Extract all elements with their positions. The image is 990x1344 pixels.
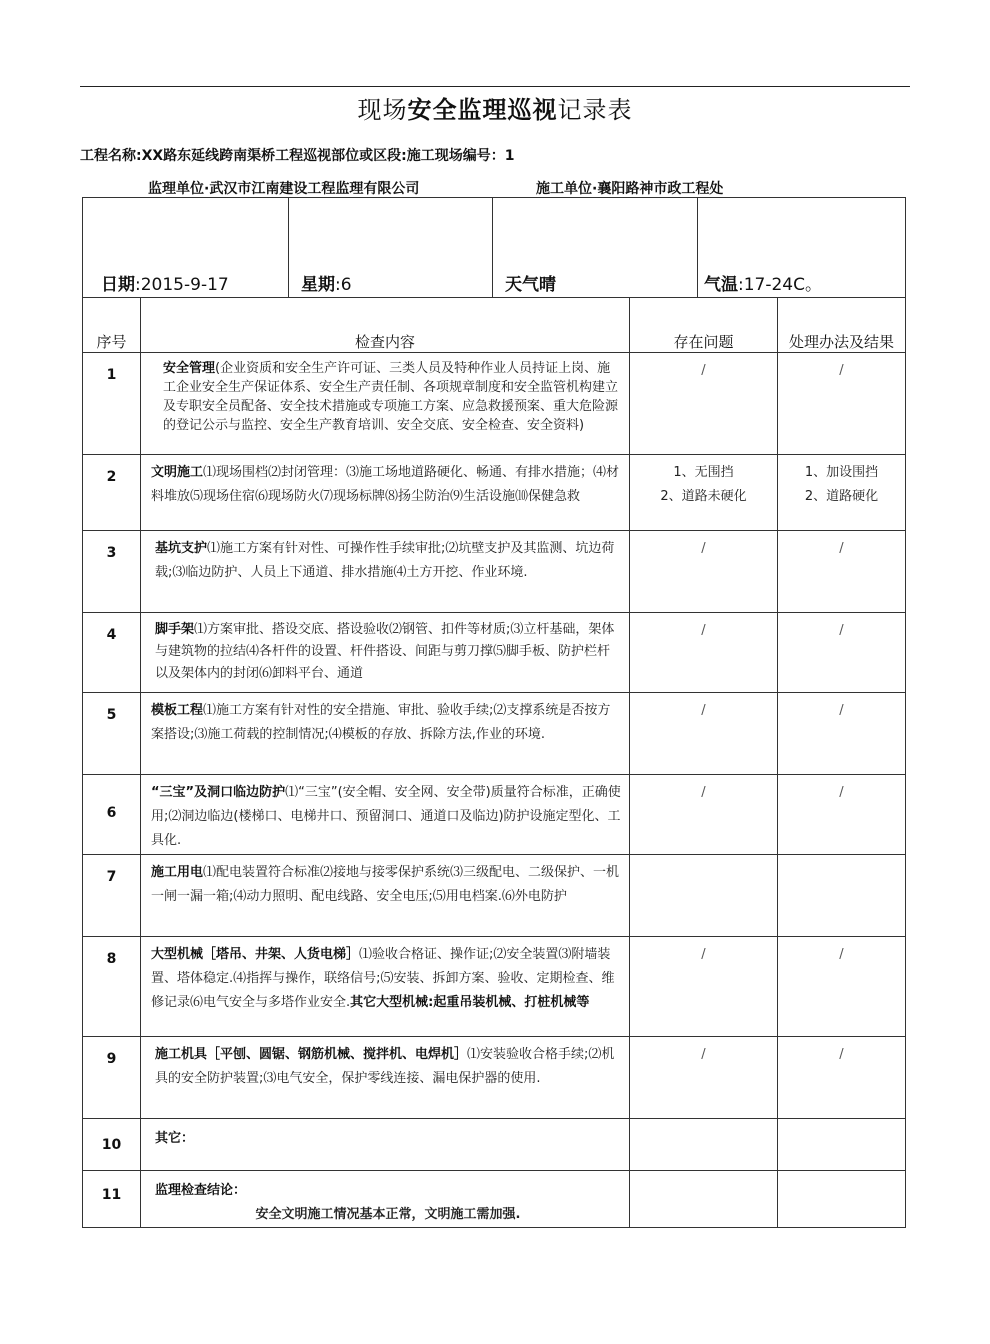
units-line	[148, 178, 908, 197]
header-row	[83, 298, 906, 353]
conclusion-text: 安全文明施工情况基本正常，文明施工需加强.	[255, 1207, 521, 1222]
row-heading: 模板工程	[151, 703, 204, 718]
row-number: 4	[83, 613, 141, 693]
row-content	[141, 693, 630, 775]
row-body: ⑴安装验收合格手续;⑵机具的安全防护装置;⑶电气安全，保护零线连接、漏电保护器的使用.	[155, 1047, 615, 1086]
row-issue	[630, 1171, 778, 1228]
row-body: ⑴施工方案有针对性、可操作性手续审批;⑵坑壁支护及其监测、坑边荷载;⑶临边防护、人员上下通道、排水措施⑷土方开挖、作业环境.	[155, 541, 615, 580]
header-no: 序号	[83, 298, 141, 353]
row-heading: 其它：	[155, 1131, 195, 1146]
temperature-label: 气温	[704, 275, 738, 295]
row-content	[141, 531, 630, 613]
row-issue: /	[630, 937, 778, 1037]
row-handling	[778, 1171, 906, 1228]
row-issue: /	[630, 353, 778, 455]
row-handling: /	[778, 613, 906, 693]
date-cell	[83, 198, 289, 298]
title-suffix: 记录表	[557, 96, 633, 124]
row-issue: /	[630, 693, 778, 775]
row-issue: /	[630, 775, 778, 855]
row-handling: /	[778, 937, 906, 1037]
row-handling: 1、加设围挡 2、道路硬化	[778, 455, 906, 531]
row-number: 1	[83, 353, 141, 455]
weather-label: 天气晴	[505, 275, 556, 295]
row-handling	[778, 855, 906, 937]
row-content	[141, 937, 630, 1037]
top-rule	[80, 86, 910, 87]
title-prefix: 现场	[357, 96, 408, 124]
row-handling	[778, 1119, 906, 1171]
row-content	[141, 1037, 630, 1119]
table-row	[83, 613, 906, 693]
row-heading: 施工机具［平刨、圆锯、钢筋机械、搅拌机、电焊机］	[155, 1047, 468, 1062]
row-number: 6	[83, 775, 141, 855]
row-number: 10	[83, 1119, 141, 1171]
row-content	[141, 1171, 630, 1228]
weather-cell	[493, 198, 698, 298]
table-row	[83, 775, 906, 855]
row-heading: 基坑支护	[155, 541, 208, 556]
row-issue: /	[630, 1037, 778, 1119]
date-value: :2015-9-17	[135, 275, 229, 295]
row-content	[141, 775, 630, 855]
row-body: ⑴施工方案有针对性的安全措施、审批、验收手续;⑵支撑系统是否按方案搭设;⑶施工荷载的控制情况;⑷模板的存放、拆除方法,作业的环境.	[151, 703, 611, 742]
row-handling: /	[778, 531, 906, 613]
temperature-value: :17-24C。	[738, 275, 822, 295]
row-number: 3	[83, 531, 141, 613]
table-row	[83, 1119, 906, 1171]
table-row	[83, 855, 906, 937]
table-row	[83, 531, 906, 613]
row-issue	[630, 855, 778, 937]
row-body: ⑴方案审批、搭设交底、搭设验收⑵钢管、扣件等材质;⑶立杆基础，架体与建筑物的拉结⑷各杆件的设置、杆件搭设、间距与剪刀撑⑸脚手板、防护栏杆以及架体内的封闭⑹卸料平台、通道	[155, 622, 615, 681]
weekday-cell	[289, 198, 493, 298]
row-tail: 其它大型机械:起重吊装机械、打桩机械等	[350, 995, 590, 1010]
header-issues: 存在问题	[630, 298, 778, 353]
row-number: 2	[83, 455, 141, 531]
info-row	[83, 198, 906, 298]
table-row	[83, 1171, 906, 1228]
header-handling: 处理办法及结果	[778, 298, 906, 353]
row-content	[141, 353, 630, 455]
row-handling: /	[778, 353, 906, 455]
row-issue: 1、无围挡 2、道路未硬化	[630, 455, 778, 531]
row-body: ⑴配电装置符合标准⑵接地与接零保护系统⑶三级配电、二级保护、一机一闸一漏一箱;⑷动力照明、配电线路、安全电压;⑸用电档案.⑹外电防护	[151, 865, 620, 904]
row-body: ⑴现场围档⑵封闭管理：⑶施工场地道路硬化、畅通、有排水措施；⑷材料堆放⑸现场住宿⑹现场防火⑺现场标牌⑻扬尘防治⑼生活设施⑽保健急救	[151, 465, 620, 504]
temperature-cell	[698, 198, 906, 298]
supervisor-unit: 监理单位·武汉市江南建设工程监理有限公司	[148, 181, 420, 197]
row-content	[141, 855, 630, 937]
row-body: ⑴“三宝”(安全帽、安全网、安全带)质量符合标准，正确使用;⑵洞边临边(楼梯口、电梯井口、预留洞口、通道口及临边)防护设施定型化、工具化.	[151, 785, 621, 848]
table-row	[83, 693, 906, 775]
row-heading: 大型机械［塔吊、井架、人货电梯］	[151, 947, 360, 962]
contractor-unit: 施工单位·襄阳路神市政工程处	[536, 181, 724, 197]
row-content	[141, 1119, 630, 1171]
row-heading: 文明施工	[151, 465, 204, 480]
row-number: 7	[83, 855, 141, 937]
table-row	[83, 1037, 906, 1119]
table-row	[83, 455, 906, 531]
row-number: 11	[83, 1171, 141, 1228]
weekday-value: :6	[335, 275, 352, 295]
row-issue: /	[630, 613, 778, 693]
inspection-table	[82, 197, 906, 1228]
page-title	[0, 90, 990, 125]
row-content	[141, 613, 630, 693]
row-handling: /	[778, 693, 906, 775]
row-content	[141, 455, 630, 531]
table-row	[83, 353, 906, 455]
header-content: 检查内容	[141, 298, 630, 353]
row-number: 5	[83, 693, 141, 775]
row-heading: 施工用电	[151, 865, 204, 880]
row-issue	[630, 1119, 778, 1171]
row-handling: /	[778, 1037, 906, 1119]
title-bold: 安全监理巡视	[407, 96, 558, 124]
row-body: ⑴验收合格证、操作证;⑵安全装置⑶附墙装置、塔体稳定.⑷指挥与操作，联络信号;⑸安装、拆卸方案、验收、定期检查、维修记录⑹电气安全与多塔作业安全.	[151, 947, 615, 1010]
row-issue: /	[630, 531, 778, 613]
table-row	[83, 937, 906, 1037]
row-number: 8	[83, 937, 141, 1037]
weekday-label: 星期	[301, 275, 335, 295]
row-number: 9	[83, 1037, 141, 1119]
row-heading: 安全管理	[163, 361, 216, 376]
date-label: 日期	[101, 275, 135, 295]
project-line: 工程名称:XX路东延线跨南渠桥工程巡视部位或区段:施工现场编号：1	[80, 148, 515, 164]
row-heading: 监理检查结论：	[155, 1183, 247, 1198]
row-heading: 脚手架	[155, 622, 195, 637]
row-body: (企业资质和安全生产许可证、三类人员及特种作业人员持证上岗、施工企业安全生产保证体系、安全生产责任制、各项规章制度和安全监管机构建立及专职安全员配备、安全技术措施或专项施工方案、应急救援预案、重大危险源的登记公示与监控、安全生产教育培训、安全交底、安全检查、安全资料)	[163, 361, 619, 433]
row-heading: “三宝”及洞口临边防护	[151, 785, 286, 800]
row-handling: /	[778, 775, 906, 855]
